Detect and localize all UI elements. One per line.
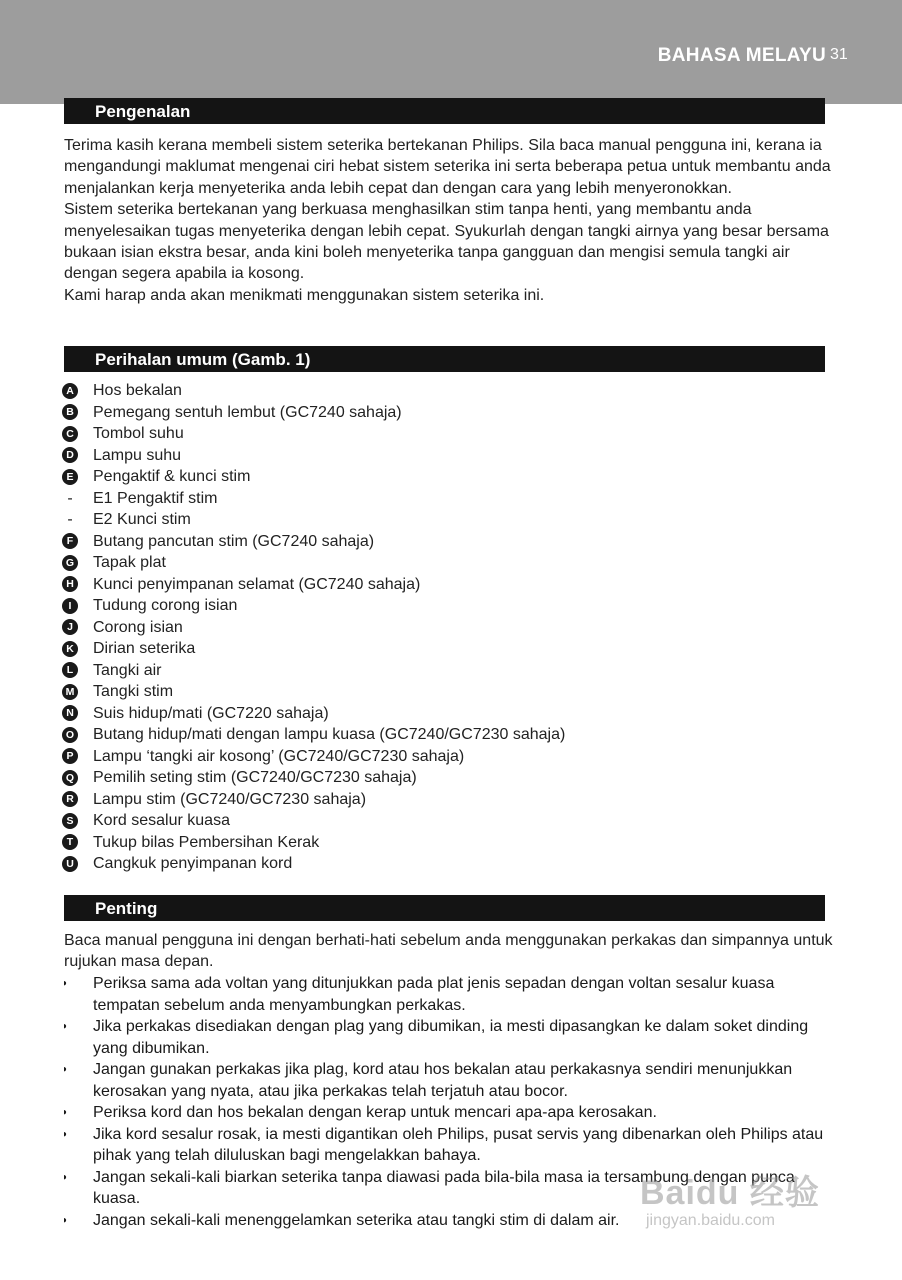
letter-badge: I <box>62 598 78 614</box>
letter-badge: L <box>62 662 78 678</box>
list-item-text: E1 Pengaktif stim <box>93 489 218 507</box>
list-item-text: Corong isian <box>93 618 183 636</box>
bullet-text: Periksa sama ada voltan yang ditunjukkan pada plat jenis sepadan dengan voltan sesalur kuasa tempatan sebelum anda menyambungkan perkakas. <box>93 975 775 1014</box>
bullet-text: Periksa kord dan hos bekalan dengan kerap untuk mencari apa-apa kerosakan. <box>93 1104 657 1121</box>
list-item <box>62 509 565 531</box>
intro-paragraph-3: Kami harap anda akan menikmati menggunakan sistem seterika ini. <box>64 286 545 304</box>
letter-badge: F <box>62 533 78 549</box>
list-item-text: Hos bekalan <box>93 382 182 399</box>
list-item <box>62 466 565 488</box>
list-item-text: Pengaktif & kunci stim <box>93 468 251 485</box>
list-item <box>62 423 565 445</box>
bullet-text: Jangan gunakan perkakas jika plag, kord atau hos bekalan atau perkakasnya sendiri menunjukkan kerosakan yang nyata, atau jika perkakas telah terjatuh atau bocor. <box>93 1061 793 1100</box>
letter-badge: B <box>62 404 78 420</box>
list-item <box>62 552 565 574</box>
bullet-item <box>62 1102 832 1124</box>
page-number-text: 31 <box>830 46 848 63</box>
letter-badge: Q <box>62 770 78 786</box>
list-item-text: Butang pancutan stim (GC7240 sahaja) <box>93 532 375 550</box>
list-item-text: Dirian seterika <box>93 640 196 657</box>
bullet-icon: ◗ <box>62 1128 69 1140</box>
list-item-text: Tangki air <box>93 661 162 679</box>
list-item <box>62 832 565 854</box>
section-header-important: Penting <box>64 895 825 921</box>
list-item-text: Tukup bilas Pembersihan Kerak <box>93 833 320 851</box>
bullet-text: Jangan sekali-kali menenggelamkan seterika atau tangki stim di dalam air. <box>93 1211 620 1229</box>
letter-badge: G <box>62 555 78 571</box>
section-header-general: Perihalan umum (Gamb. 1) <box>64 346 825 372</box>
list-item-text: Butang hidup/mati dengan lampu kuasa (GC7240/GC7230 sahaja) <box>93 726 566 743</box>
bullet-icon: ◗ <box>62 1171 69 1183</box>
letter-badge: N <box>62 705 78 721</box>
bullet-icon: ◗ <box>62 1214 69 1226</box>
watermark-url: jingyan.baidu.com <box>646 1212 775 1229</box>
bullet-item <box>62 1124 832 1167</box>
bullet-item <box>62 1210 832 1232</box>
letter-badge: A <box>62 383 78 399</box>
list-item <box>62 703 565 725</box>
list-item <box>62 488 565 510</box>
dash-marker: - <box>67 489 73 507</box>
letter-badge: T <box>62 834 78 850</box>
list-item <box>62 574 565 596</box>
list-item-text: Suis hidup/mati (GC7220 sahaja) <box>93 704 329 722</box>
parts-list <box>62 380 565 875</box>
list-item-text: Tapak plat <box>93 554 166 571</box>
letter-badge: H <box>62 576 78 592</box>
list-item-text: Tudung corong isian <box>93 597 238 614</box>
list-item-text: Tangki stim <box>93 683 174 700</box>
list-item <box>62 617 565 639</box>
list-item-text: Lampu stim (GC7240/GC7230 sahaja) <box>93 790 367 808</box>
list-item-text: Lampu suhu <box>93 446 182 464</box>
list-item <box>62 595 565 617</box>
bullet-icon: ◗ <box>62 1021 69 1032</box>
bullet-text: Jangan sekali-kali biarkan seterika tanpa diawasi pada bila-bila masa ia tersambung dengan punca kuasa. <box>93 1168 795 1207</box>
bullet-icon: ◗ <box>62 1107 69 1118</box>
dash-marker: - <box>67 511 73 528</box>
list-item-text: Pemegang sentuh lembut (GC7240 sahaja) <box>93 403 402 421</box>
section-header-intro: Pengenalan <box>64 98 825 124</box>
language-title: BAHASA MELAYU <box>657 45 826 66</box>
list-item-text: Kunci penyimpanan selamat (GC7240 sahaja) <box>93 575 421 593</box>
letter-badge: D <box>62 447 78 463</box>
list-item <box>62 789 565 811</box>
list-item <box>62 853 565 875</box>
bullet-item <box>62 973 832 1016</box>
list-item <box>62 380 565 402</box>
letter-badge: J <box>62 619 78 635</box>
list-item-text: E2 Kunci stim <box>93 511 191 528</box>
list-item <box>62 810 565 832</box>
letter-badge: M <box>62 684 78 700</box>
list-item <box>62 402 565 424</box>
letter-badge: O <box>62 727 78 743</box>
bullet-item <box>62 1167 832 1210</box>
bullet-icon: ◗ <box>62 978 69 989</box>
intro-paragraph-2: Sistem seterika bertekanan yang berkuasa menghasilkan stim tanpa henti, yang membantu anda menyelesaikan tugas menyeterika dengan lebih cepat. Syukurlah dengan tangki airnya yang besar bersama bukaan isian ekstra besar, anda kini boleh menyeterika tanpa gangguan dan mengisi semula tangki air dengan segera apabila ia kosong. <box>64 201 829 283</box>
list-item <box>62 681 565 703</box>
bullet-text: Jika kord sesalur rosak, ia mesti digantikan oleh Philips, pusat servis yang dibenarkan oleh Philips atau pihak yang telah diluluskan bagi mengelakkan bahaya. <box>93 1125 824 1164</box>
letter-badge: S <box>62 813 78 829</box>
bullet-icon: ◗ <box>62 1064 69 1075</box>
list-item-text: Tombol suhu <box>93 425 184 442</box>
watermark-logo: Baidu 经验 <box>640 1174 820 1212</box>
list-item-text: Kord sesalur kuasa <box>93 812 230 829</box>
letter-badge: R <box>62 791 78 807</box>
bullet-item <box>62 1059 832 1102</box>
important-bullets <box>62 973 832 1231</box>
letter-badge: C <box>62 426 78 442</box>
list-item-text: Pemilih seting stim (GC7240/GC7230 sahaja) <box>93 769 417 786</box>
intro-paragraph-1: Terima kasih kerana membeli sistem seterika bertekanan Philips. Sila baca manual pengguna ini, kerana ia mengandungi maklumat mengenai ciri hebat sistem seterika ini serta beberapa petua untuk membantu anda menjalankan kerja menyeterika anda lebih cepat dan dengan cara yang lebih menyeronokkan. <box>64 137 831 197</box>
list-item <box>62 660 565 682</box>
bullet-text: Jika perkakas disediakan dengan plag yang dibumikan, ia mesti dipasangkan ke dalam soket dinding yang dibumikan. <box>93 1018 809 1057</box>
letter-badge: U <box>62 856 78 872</box>
bullet-item <box>62 1016 832 1059</box>
list-item-text: Lampu ‘tangki air kosong’ (GC7240/GC7230 sahaja) <box>93 747 465 765</box>
important-intro: Baca manual pengguna ini dengan berhati-hati sebelum anda menggunakan perkakas dan simpannya untuk rujukan masa depan. <box>64 932 833 971</box>
intro-text <box>64 135 834 306</box>
list-item <box>62 724 565 746</box>
letter-badge: K <box>62 641 78 657</box>
list-item <box>62 638 565 660</box>
list-item <box>62 445 565 467</box>
list-item-text: Cangkuk penyimpanan kord <box>93 855 293 872</box>
letter-badge: P <box>62 748 78 764</box>
list-item <box>62 746 565 768</box>
list-item <box>62 531 565 553</box>
list-item <box>62 767 565 789</box>
letter-badge: E <box>62 469 78 485</box>
